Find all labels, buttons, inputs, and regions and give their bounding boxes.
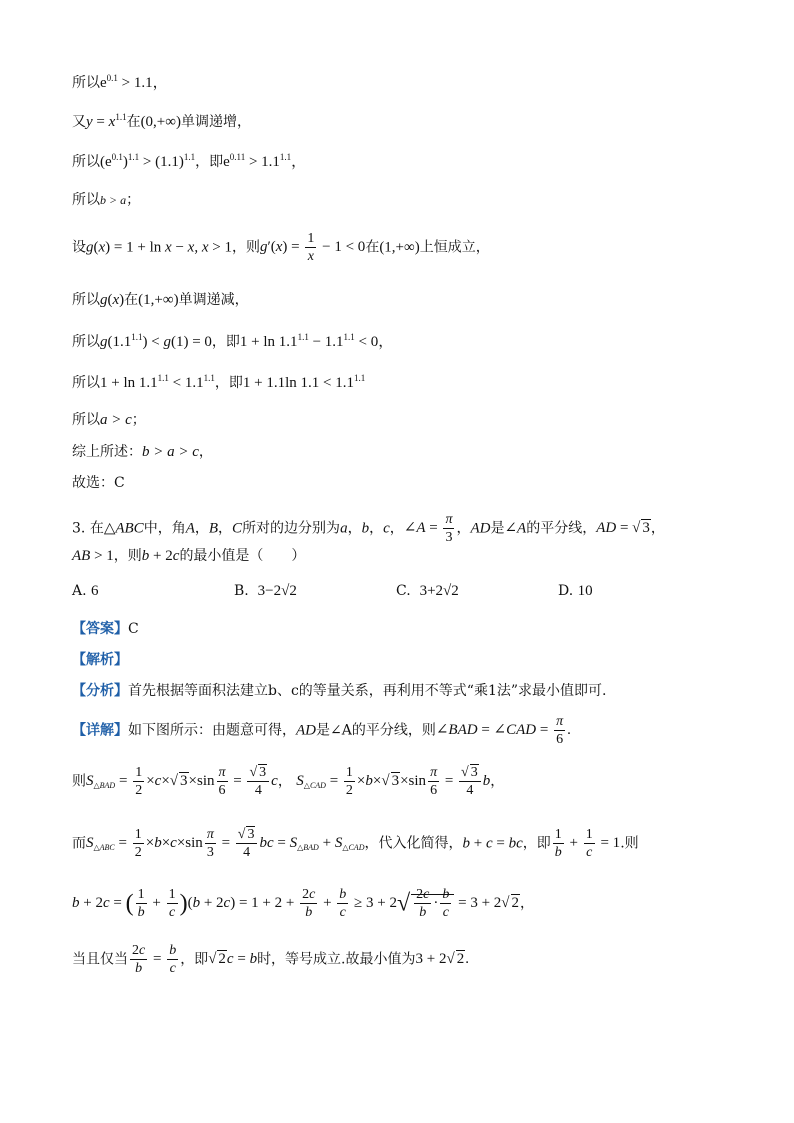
fenxi-tag: 【分析】: [72, 683, 128, 699]
question-number: 3.: [72, 520, 86, 537]
fenxi-line: [72, 682, 606, 700]
math-expression: (1,+∞): [138, 292, 179, 308]
text: ，则: [231, 239, 260, 256]
math-expression: $S_{\triangle CAD}$ = $\frac{1}{2}$ ×b×√ 3×sin $\frac{\pi}{6}$ = $\frac{√ 3}{4}$ b: [296, 765, 491, 798]
math-expression: b > a > c: [142, 444, 199, 460]
text: ，即: [180, 951, 209, 968]
option-c[interactable]: [396, 583, 459, 600]
option-label: D.: [558, 583, 574, 599]
math-expression: 1 + 1.1ln $1.1 < 1.1^{1.1}$: [242, 373, 366, 391]
area-line-1: 则$S_{\triangle BAD}$ = $\frac{1}{2}$ ×c×√ 3×sin $\frac{\pi}{6}$ = $\frac{√ 3}{4}$ c， $S_{\triangle CAD}$ = $\frac{1}{2}$ ×b×√ 3×sin $\frac{\pi}{6}$ = $\frac{√ 3}{4}$ b，: [72, 765, 505, 798]
math-expression: b + 2c = ( $\frac{1}{b}$ + $\frac{1}{c}$ )(b + 2c) = 1 + 2 + $\frac{2c}{b}$ + $\frac{b}{c}$ ≥ 3 + 2√ $\frac{2c}{b}$ · $\frac{b}{c}$ = 3 + 2√ 2: [72, 887, 520, 920]
math-expression: g′(x) = $\frac{1}{x}$ − 1 < 0: [259, 231, 366, 264]
solution-line-4: 所以b > a；: [72, 192, 141, 208]
xiangjie-line: 【详解】如下图所示：由题意可得，AD是∠A的平分线，则∠BAD = ∠CAD = $\frac{\pi}{6}$ .: [72, 714, 571, 747]
text: 中，角: [143, 520, 186, 537]
text: 是∠A的平分线，则: [316, 722, 436, 739]
math-expression: g(x) = 1 + ln x − x, x > 1: [86, 239, 232, 256]
math-expression: $S_{\triangle BAD}$ = $\frac{1}{2}$ ×c×√ 3×sin $\frac{\pi}{6}$ = $\frac{√ 3}{4}$ c: [86, 765, 278, 798]
text: 所以: [72, 334, 100, 350]
area-line-2: 而$S_{\triangle ABC}$ = $\frac{1}{2}$ ×b×c×sin $\frac{\pi}{3}$ = $\frac{√ 3}{4}$ bc = $S_{\triangle BAD} + S_{\triangle CAD}$，代入化简得，b + c = bc，即 $\frac{1}{b}$ + $\frac{1}{c}$ = 1.则: [72, 827, 639, 860]
option-b[interactable]: [234, 583, 297, 600]
math-expression: $\frac{1}{b}$ + $\frac{1}{c}$ = 1: [554, 827, 621, 860]
math-expression: AB > 1: [72, 548, 114, 564]
option-d[interactable]: [558, 583, 593, 600]
text: .则: [620, 835, 639, 852]
math-expression: $e^{0.1} > 1.1$，: [100, 73, 168, 91]
text: 又: [72, 114, 86, 130]
math-expression: √ 2c = b: [208, 951, 258, 968]
fenxi-text: 首先根据等面积法建立b、c的等量关系，再利用不等式“乘1法”求最小值即可.: [128, 683, 607, 699]
option-value: 6: [91, 583, 99, 599]
solution-line-1: [72, 74, 168, 92]
text: ，则: [113, 548, 142, 564]
math-expression: ∠A = $\frac{\pi}{3}$: [403, 512, 453, 545]
solution-line-7: [72, 333, 393, 351]
text: ，代入化简得，: [364, 835, 463, 852]
solution-line-11: [72, 474, 125, 492]
text: ，: [198, 444, 213, 460]
solution-line-3: [72, 153, 306, 171]
solution-line-2: [72, 113, 251, 131]
option-value: 3−2√2: [257, 583, 297, 599]
math-expression: $\frac{2c}{b}$ = $\frac{b}{c}$: [132, 943, 177, 976]
option-value: 10: [577, 583, 593, 599]
solution-line-5: [72, 232, 490, 264]
math-expression: (1,+∞): [379, 239, 420, 256]
math-expression: $1 + \ln 1.1^{1.1} < 1.1^{1.1}$: [100, 373, 215, 391]
text: ；: [131, 412, 146, 428]
math-expression: ∠BAD = ∠CAD = $\frac{\pi}{6}$ .: [435, 714, 571, 747]
text: 则: [72, 773, 86, 790]
text: 如下图所示：由题意可得，: [128, 722, 296, 739]
math-expression: $1 + \ln 1.1^{1.1} - 1.1^{1.1} < 0$，: [239, 332, 394, 350]
text: 所以: [72, 375, 100, 391]
math-expression: 3 + 2√ 2.: [415, 951, 469, 968]
option-label: C.: [396, 583, 411, 599]
answer-value: C: [128, 621, 139, 637]
math-expression: b > a: [100, 193, 127, 207]
text: 的平分线，: [526, 520, 597, 537]
text: 上恒成立，: [419, 239, 490, 256]
text: 单调递增，: [180, 114, 251, 130]
analysis-header: [72, 651, 128, 669]
solution-line-10: [72, 443, 213, 461]
text: 所以: [72, 292, 100, 308]
math-expression: a > c: [100, 412, 132, 428]
text: ，即: [522, 835, 551, 852]
inequality-line: b + 2c = ( $\frac{1}{b}$ + $\frac{1}{c}$ )(b + 2c) = 1 + 2 + $\frac{2c}{b}$ + $\frac{b}{c}$ ≥ 3 + 2√ $\frac{2c}{b}$ · $\frac{b}{c}$ = 3 + 2√ 2，: [72, 887, 535, 920]
math-expression: b + 2c: [141, 548, 180, 564]
text: 当且仅当: [72, 951, 128, 968]
math-expression: AD = √ 3: [596, 520, 650, 537]
equality-line: [72, 944, 469, 976]
text: 设: [72, 239, 86, 256]
solution-line-9: [72, 411, 146, 429]
text: 的最小值是（ ）: [179, 548, 306, 564]
option-label: A.: [72, 583, 87, 599]
question-3-line-2: [72, 547, 305, 565]
text: 在: [124, 292, 139, 308]
math-expression: $S_{\triangle ABC}$ = $\frac{1}{2}$ ×b×c×sin $\frac{\pi}{3}$ = $\frac{√ 3}{4}$ bc = $S_{\triangle BAD} + S_{\triangle CAD}$: [86, 827, 365, 860]
text: ，即: [214, 375, 243, 391]
question-3-line-1: 3. 在△ABC中，角A，B，C所对的边分别为a，b，c，∠A = $\frac{\pi}{3}$ ，AD是∠A的平分线，AD = √ 3，: [72, 512, 665, 545]
option-label: B.: [234, 583, 249, 599]
text: 时，等号成立.故最小值为: [257, 951, 416, 968]
text: 所对的边分别为: [242, 520, 341, 537]
text: 在: [89, 520, 104, 537]
math-expression: $e^{0.11} > 1.1^{1.1}$，: [223, 152, 307, 170]
text: 单调递减，: [178, 292, 249, 308]
math-expression: $g(1.1^{1.1}) < g(1) = 0$: [100, 332, 212, 350]
text: 所以: [72, 154, 100, 170]
math-expression: (0,+∞): [140, 114, 181, 130]
text: 所以: [72, 75, 100, 91]
math-expression: $y = x^{1.1}$: [86, 112, 127, 130]
final-choice: 故选：C: [72, 475, 125, 491]
answer-tag: 【答案】: [72, 621, 128, 637]
option-value: 3+2√2: [419, 583, 459, 599]
math-expression: A: [185, 520, 195, 537]
math-expression: $(e^{0.1})^{1.1} > (1.1)^{1.1}$: [100, 152, 196, 170]
text: ，即: [195, 154, 224, 170]
text: 所以: [72, 412, 100, 428]
answer-line: [72, 620, 139, 638]
text: 综上所述：: [72, 444, 142, 460]
text: 是: [490, 520, 505, 537]
analysis-tag: 【解析】: [72, 652, 128, 668]
text: 在: [365, 239, 380, 256]
math-expression: △ABC: [103, 520, 144, 537]
math-expression: g(x): [100, 292, 125, 308]
text: 所以: [72, 192, 100, 208]
text: 在: [126, 114, 141, 130]
xiangjie-tag: 【详解】: [72, 722, 128, 739]
solution-line-8: [72, 374, 365, 392]
option-a[interactable]: [72, 583, 99, 600]
text: 而: [72, 835, 86, 852]
solution-line-6: [72, 291, 249, 309]
text: ，即: [211, 334, 240, 350]
